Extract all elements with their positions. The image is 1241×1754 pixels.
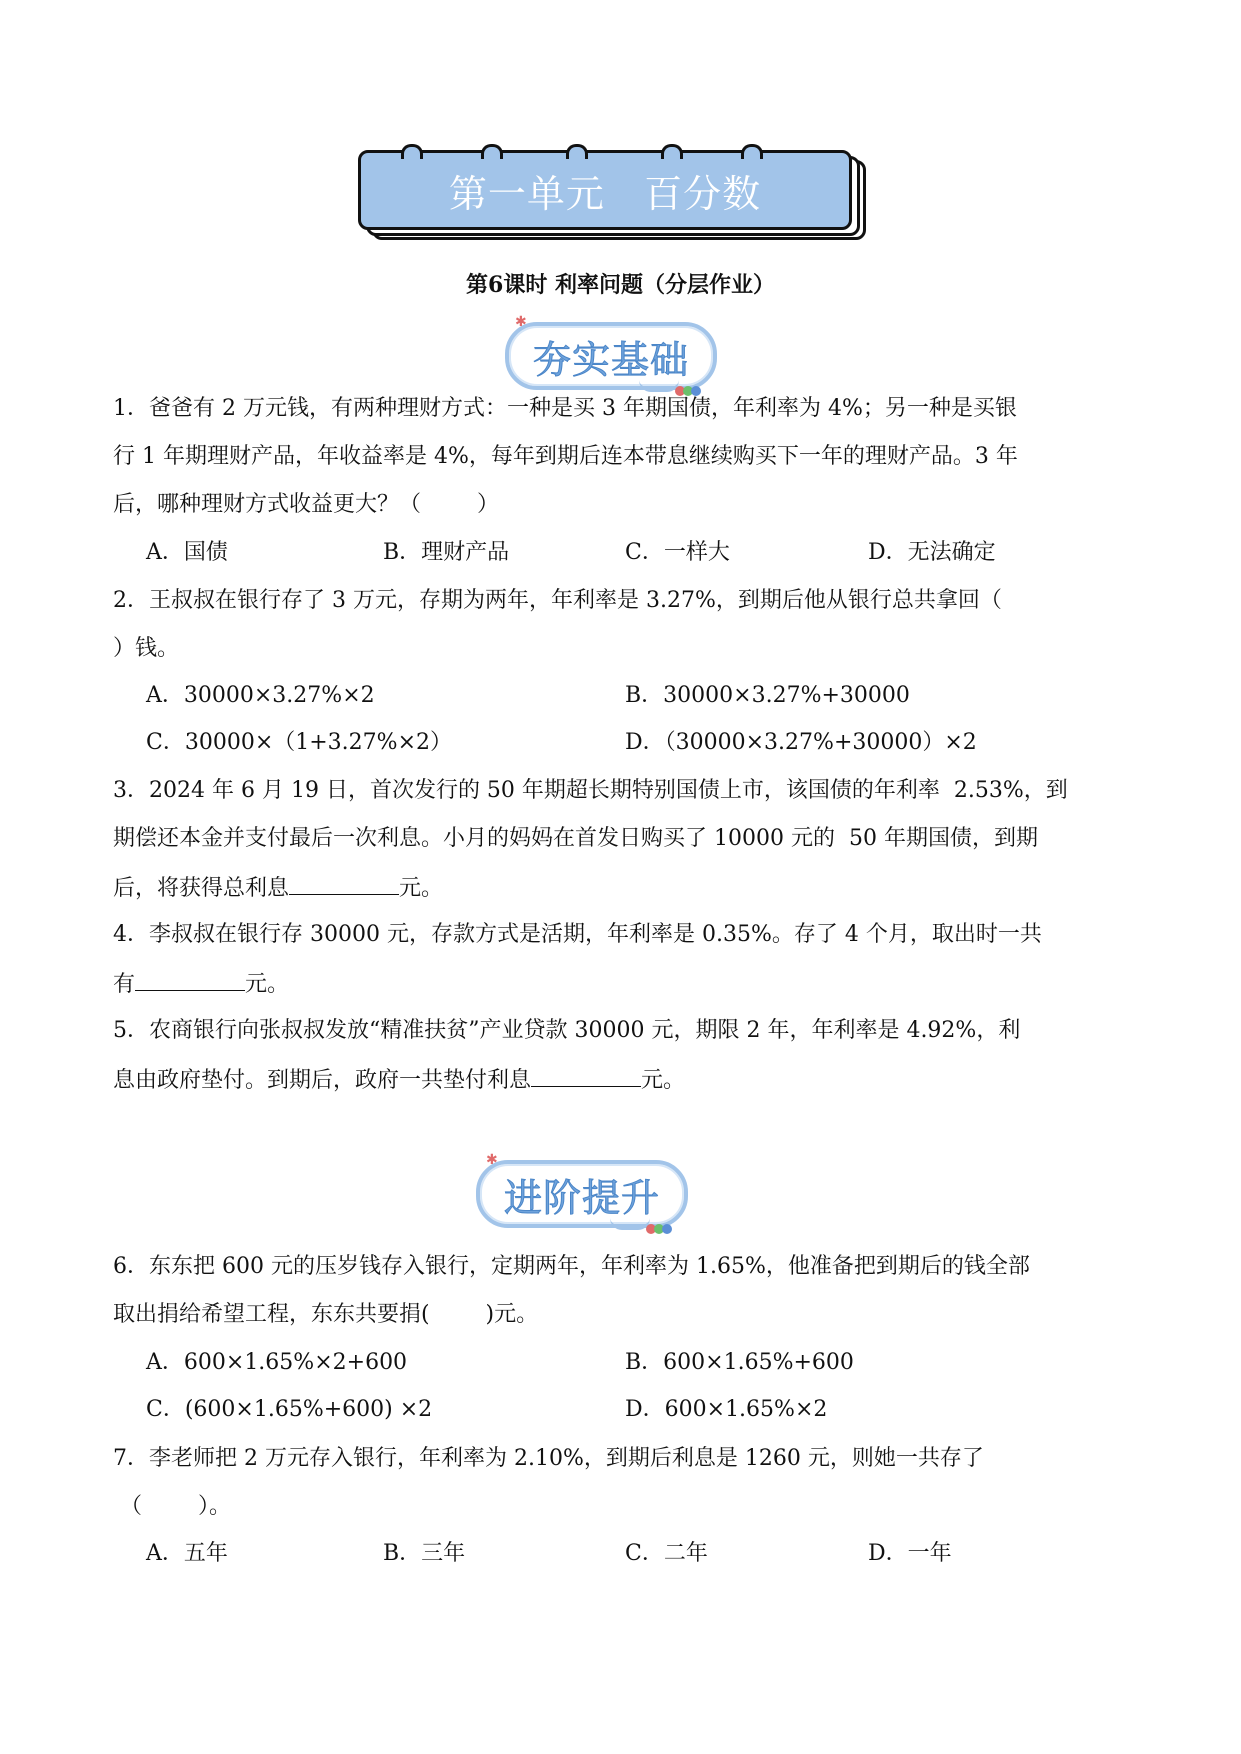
q5-line1: 5．农商银行向张叔叔发放“精准扶贫”产业贷款 30000 元，期限 2 年，年利率是 4.92%，利 — [113, 1018, 1021, 1043]
banner-ring — [741, 144, 763, 159]
q3-line3 — [113, 874, 443, 902]
q1-option-b: B．理财产品 — [383, 540, 510, 565]
q5-line2 — [113, 1066, 685, 1094]
q2-option-c: C．30000×（1+3.27%×2） — [146, 730, 453, 755]
answer-blank[interactable] — [289, 874, 399, 895]
q6-option-c: C．(600×1.65%+600) ×2 — [146, 1397, 433, 1422]
section-title-basic: 夯实基础 — [532, 337, 689, 382]
q1-line2: 行 1 年期理财产品，年收益率是 4%，每年到期后连本带息继续购买下一年的理财产品。3 年 — [113, 444, 1018, 469]
answer-blank[interactable] — [135, 970, 245, 991]
q3-line3-text: 后，将获得总利息 — [113, 876, 290, 901]
answer-blank[interactable] — [531, 1066, 641, 1087]
pin-icon: ✱ — [515, 314, 527, 330]
q5-line2-unit: 元。 — [641, 1068, 686, 1093]
q3-line1: 3．2024 年 6 月 19 日，首次发行的 50 年期超长期特别国债上市，该国债的年利率 2.53%，到 — [113, 778, 1068, 803]
q2-line1: 2．王叔叔在银行存了 3 万元，存期为两年，年利率是 3.27%，到期后他从银行总共拿回（ — [113, 588, 1002, 613]
q2-option-a: A．30000×3.27%×2 — [146, 683, 375, 708]
q6-line2: 取出捐给希望工程，东东共要捐( )元。 — [113, 1302, 539, 1327]
q1-option-d: D．无法确定 — [868, 540, 996, 565]
q1-option-c: C．一样大 — [625, 540, 730, 565]
q7-option-d: D．一年 — [868, 1541, 952, 1566]
banner-ring — [401, 144, 423, 159]
q4-line2 — [113, 970, 289, 998]
q7-option-a: A．五年 — [146, 1541, 228, 1566]
q3-line2: 期偿还本金并支付最后一次利息。小月的妈妈在首发日购买了 10000 元的 50 年期国债，到期 — [113, 826, 1038, 851]
pin-icon: ✱ — [486, 1152, 498, 1168]
decor-dots-icon — [648, 1224, 672, 1234]
q6-option-b: B．600×1.65%+600 — [625, 1350, 854, 1375]
q6-line1: 6．东东把 600 元的压岁钱存入银行，定期两年，年利率为 1.65%，他准备把到期后的钱全部 — [113, 1254, 1030, 1279]
q4-line1: 4．李叔叔在银行存 30000 元，存款方式是活期，年利率是 0.35%。存了 4 个月，取出时一共 — [113, 922, 1042, 947]
unit-title: 第一单元 百分数 — [448, 171, 762, 216]
q1-option-a: A．国债 — [146, 540, 228, 565]
banner-ring — [481, 144, 503, 159]
banner-face — [358, 150, 852, 230]
q4-line2-unit: 元。 — [245, 972, 290, 997]
q7-option-c: C．二年 — [625, 1541, 708, 1566]
q2-option-d: D．（30000×3.27%+30000）×2 — [625, 730, 977, 755]
q6-option-d: D．600×1.65%×2 — [625, 1397, 828, 1422]
q7-line2: （ ）。 — [113, 1494, 231, 1519]
decor-dots-icon — [677, 386, 701, 396]
q6-option-a: A．600×1.65%×2+600 — [146, 1350, 408, 1375]
unit-banner — [358, 150, 868, 238]
q2-option-b: B．30000×3.27%+30000 — [625, 683, 910, 708]
q1-line1: 1．爸爸有 2 万元钱，有两种理财方式：一种是买 3 年期国债，年利率为 4%；另一种是买银 — [113, 396, 1017, 421]
q7-option-b: B．三年 — [383, 1541, 466, 1566]
q4-line2-text: 有 — [113, 972, 136, 997]
pill-tail — [610, 1218, 650, 1230]
lesson-title: 第6课时 利率问题（分层作业） — [466, 272, 775, 298]
q5-line2-text: 息由政府垫付。到期后，政府一共垫付利息 — [113, 1068, 532, 1093]
q1-line3: 后，哪种理财方式收益更大？（ ） — [113, 492, 499, 517]
q3-line3-unit: 元。 — [399, 876, 444, 901]
banner-ring — [661, 144, 683, 159]
section-title-advanced: 进阶提升 — [503, 1175, 660, 1220]
section-pill-advanced — [476, 1152, 688, 1228]
q2-line2: ）钱。 — [113, 636, 180, 661]
pill-tail — [639, 380, 679, 392]
q7-line1: 7．李老师把 2 万元存入银行，年利率为 2.10%，到期后利息是 1260 元，则她一共存了 — [113, 1446, 984, 1471]
section-pill-basic — [505, 314, 717, 390]
banner-ring — [566, 144, 588, 159]
